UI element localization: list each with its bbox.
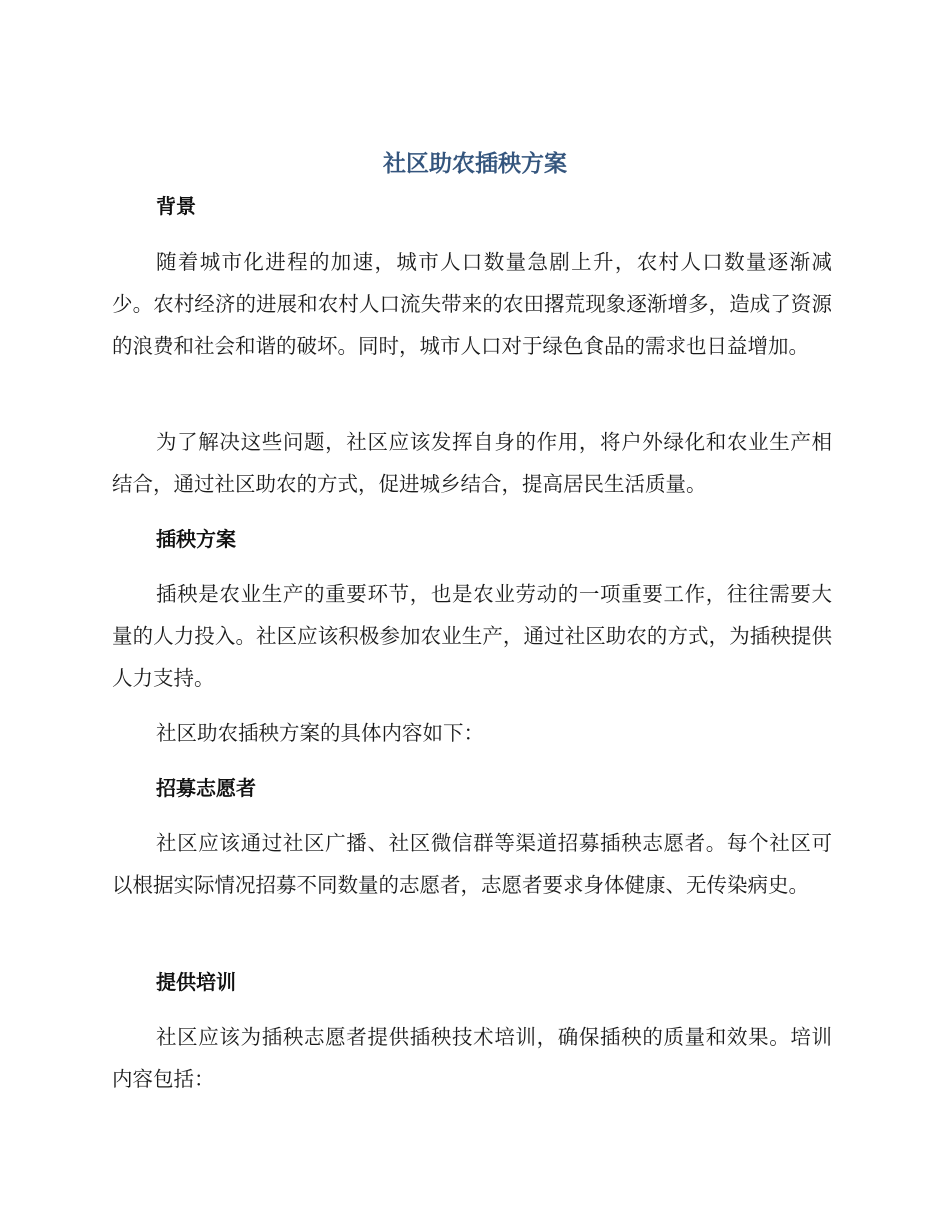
paragraph-background-2: 为了解决这些问题，社区应该发挥自身的作用，将户外绿化和农业生产相结合，通过社区助农的方式，促进城乡结合，提高居民生活质量。 (112, 430, 832, 496)
paragraph-background-1: 随着城市化进程的加速，城市人口数量急剧上升，农村人口数量逐渐减少。农村经济的进展和农村人口流失带来的农田撂荒现象逐渐增多，造成了资源的浪费和社会和谐的破坏。同时，城市人口对于绿色食品的需求也日益增加。 (112, 250, 832, 358)
section-heading-recruit-volunteers: 招募志愿者 (156, 776, 256, 800)
paragraph-training: 社区应该为插秧志愿者提供插秧技术培训，确保插秧的质量和效果。培训内容包括： (112, 1025, 832, 1091)
paragraph-planting-plan-2: 社区助农插秧方案的具体内容如下： (156, 721, 484, 745)
section-heading-background: 背景 (156, 194, 196, 218)
paragraph-planting-plan-1: 插秧是农业生产的重要环节，也是农业劳动的一项重要工作，往往需要大量的人力投入。社区应该积极参加农业生产，通过社区助农的方式，为插秧提供人力支持。 (112, 582, 832, 690)
section-heading-planting-plan: 插秧方案 (156, 527, 236, 551)
document-title: 社区助农插秧方案 (383, 151, 567, 177)
paragraph-recruit-volunteers: 社区应该通过社区广播、社区微信群等渠道招募插秧志愿者。每个社区可以根据实际情况招募不同数量的志愿者，志愿者要求身体健康、无传染病史。 (112, 831, 832, 897)
section-heading-training: 提供培训 (156, 970, 236, 994)
